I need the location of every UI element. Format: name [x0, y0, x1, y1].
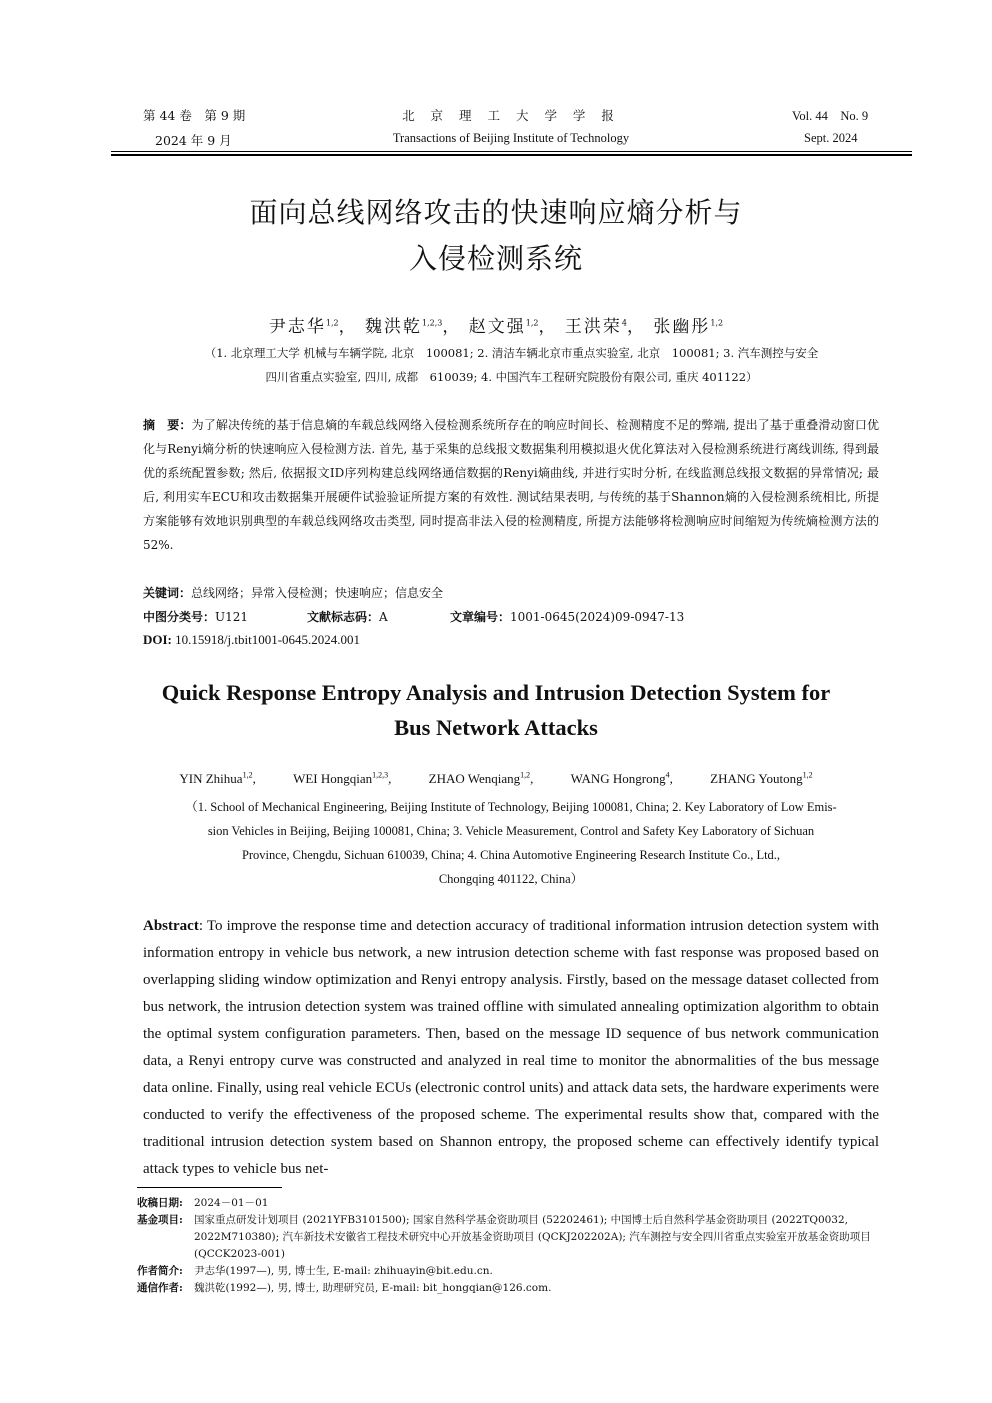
author-en: ZHANG Youtong	[710, 771, 803, 787]
footnote-rule	[137, 1187, 282, 1188]
author-zh-affil: 1,2	[710, 318, 724, 328]
title-zh-line1: 面向总线网络攻击的快速响应熵分析与	[249, 196, 743, 229]
author-zh-affil: 4	[621, 318, 627, 328]
author-zh: 王洪荣	[564, 317, 622, 337]
document-code-value: A	[379, 610, 388, 624]
doi-label: DOI:	[143, 632, 172, 647]
author-zh-affil: 1,2,3	[422, 318, 443, 328]
abstract-zh-text: 为了解决传统的基于信息熵的车载总线网络入侵检测系统所存在的响应时间长、检测精度不足的弊端, 提出了基于重叠滑动窗口优化与Renyi熵分析的快速响应入侵检测方法. 首先, 基于采集的总线报文数据集利用模拟退火优化算法对入侵检测系统进行离线训练, 得到最优的系统配置参数; 然后, 依据报文ID序列构建总线网络通信数据的Renyi熵曲线, 并进行实时分析, 在线监测总线报文数据的异常情况; 最后, 利用实车ECU和攻击数据集开展硬件试验验证所提方案的有效性. 测试结果表明, 与传统的基于Shannon熵的入侵检测系统相比, 所提方案能够有效地识别典型的车载总线网络攻击类型, 同时提高非法入侵的检测精度, 所提方法能够将检测响应时间缩短为传统熵检测方法的52%.	[143, 418, 879, 552]
footnote-text: 魏洪乾(1992—), 男, 博士, 助理研究员, E-mail: bit_hongqian@126.com.	[194, 1282, 552, 1294]
affiliations-zh-line2: 四川省重点实验室, 四川, 成都 610039; 4. 中国汽车工程研究院股份有限公司, 重庆 401122）	[265, 370, 758, 384]
author-en-affil: 1,2	[802, 771, 813, 780]
footnote-author-bio	[137, 1263, 913, 1280]
abstract-en-colon: :	[198, 918, 203, 934]
keywords-text: 总线网络；异常入侵检测；快速响应；信息安全	[191, 586, 444, 600]
author-en-affil: 1,2	[242, 771, 253, 780]
clc-value: U121	[215, 610, 249, 624]
doi-value[interactable]: 10.15918/j.tbit1001-0645.2024.001	[175, 632, 361, 647]
header-rule-thick	[111, 154, 912, 156]
keywords-label: 关键词：	[143, 586, 192, 600]
footnotes	[137, 1195, 913, 1297]
author-zh: 魏洪乾	[365, 317, 422, 337]
footnote-text: 尹志华(1997—), 男, 博士生, E-mail: zhihuayin@bit.edu.cn.	[194, 1265, 493, 1277]
author-zh: 赵文强	[468, 317, 526, 337]
document-code	[307, 608, 388, 625]
title-zh-line2: 入侵检测系统	[408, 242, 583, 275]
footnote-corresponding-author	[137, 1280, 913, 1297]
header-date-en: Sept. 2024	[804, 131, 858, 145]
affiliations-en-line2: sion Vehicles in Beijing, Beijing 100081, China; 3. Vehicle Measurement, Control and Safety Key Laboratory of Sichuan	[207, 824, 815, 838]
abstract-en-label: Abstract	[143, 918, 199, 934]
author-en: WANG Hongrong	[570, 771, 666, 787]
author-zh: 尹志华	[268, 317, 326, 337]
abstract-en	[143, 913, 879, 1183]
abstract-zh	[143, 413, 879, 557]
title-en-line2: Bus Network Attacks	[394, 715, 598, 740]
clc-label: 中图分类号：	[143, 610, 216, 624]
authors-zh: 尹志华$^{1,2}$， 魏洪乾$^{1,2,3}$， 赵文强$^{1,2}$， 王洪荣$^4$， 张幽彤$^{1,2}$	[268, 317, 724, 337]
author-en-affil: 1,2,3	[372, 771, 389, 780]
footnote-label: 作者简介:	[137, 1265, 183, 1277]
clc-number	[143, 608, 248, 625]
footnote-funding	[137, 1212, 913, 1263]
title-en-line1: Quick Response Entropy Analysis and Intrusion Detection System for	[161, 680, 831, 705]
document-code-label: 文献标志码：	[307, 610, 380, 624]
author-zh-affil: 1,2	[525, 318, 539, 328]
doi	[143, 632, 360, 648]
keywords	[143, 584, 443, 601]
author-zh-affil: 1,2	[325, 318, 339, 328]
author-en: YIN Zhihua	[179, 771, 243, 787]
author-en-affil: 1,2	[520, 771, 531, 780]
affiliations-en-line4: Chongqing 401122, China）	[438, 872, 584, 886]
footnote-text: 国家重点研发计划项目 (2021YFB3101500); 国家自然科学基金资助项目 (52202461); 中国博士后自然科学基金资助项目 (2022TQ0032, 2022M710380); 汽车新技术安徽省工程技术研究中心开放基金资助项目 (QCKJ202202A); 汽车测控与安全四川省重点实验室开放基金资助项目(QCCK2023-001)	[194, 1214, 871, 1260]
affiliations-en-line3: Province, Chengdu, Sichuan 610039, China; 4. China Automotive Engineering Research Institute Co., Ltd.,	[241, 848, 781, 862]
header-volume-issue-en: Vol. 44 No. 9	[792, 109, 869, 123]
header-volume-issue-zh: 第 44 卷 第 9 期	[143, 108, 246, 123]
header-date-zh: 2024 年 9 月	[155, 133, 232, 148]
affiliations-en-line1: （1. School of Mechanical Engineering, Beijing Institute of Technology, Beijing 100081, China; 2. Key Laboratory of Low Emis-	[185, 800, 837, 814]
article-number	[450, 608, 684, 625]
footnote-text: 2024－01－01	[194, 1197, 269, 1209]
author-en: ZHAO Wenqiang	[428, 771, 521, 787]
authors-en: YIN Zhihua$^{1,2}$, WEI Hongqian$^{1,2,3}$, ZHAO Wenqiang$^{1,2}$, WANG Hongrong$^4$, ZHANG Youtong$^{1,2}$	[179, 771, 813, 787]
footnote-label: 基金项目:	[137, 1214, 183, 1226]
footnote-label: 收稿日期:	[137, 1197, 183, 1209]
abstract-zh-label: 摘 要：	[143, 418, 192, 432]
footnote-received	[137, 1195, 913, 1212]
article-number-label: 文章编号：	[450, 610, 511, 624]
author-zh: 张幽彤	[653, 317, 711, 337]
affiliations-zh-line1: （1. 北京理工大学 机械与车辆学院, 北京 100081; 2. 清洁车辆北京市重点实验室, 北京 100081; 3. 汽车测控与安全	[204, 346, 819, 360]
abstract-en-text: To improve the response time and detection accuracy of traditional information intrusion detection system with information entropy in vehicle bus network, a new intrusion detection scheme with fast response was proposed based on overlapping sliding window optimization and Renyi entropy analysis. Firstly, based on the message dataset collected from bus network, the intrusion detection system was trained offline with simulated annealing optimization algorithm to obtain the optimal system configuration parameters. Then, based on the message ID sequence of bus network communication data, a Renyi entropy curve was constructed and analyzed in real time to monitor the abnormalities of the bus message data online. Finally, using real vehicle ECUs (electronic control units) and attack data sets, the hardware experiments were conducted to verify the effectiveness of the proposed scheme. The experimental results show that, compared with the traditional intrusion detection system based on Shannon entropy, the proposed scheme can effectively identify typical attack types to vehicle bus net-	[143, 918, 879, 1177]
header-journal-en: Transactions of Beijing Institute of Technology	[392, 131, 630, 145]
author-en: WEI Hongqian	[293, 771, 373, 787]
article-number-value: 1001-0645(2024)09-0947-13	[510, 610, 685, 624]
header-journal-zh: 北 京 理 工 大 学 学 报	[402, 108, 620, 123]
author-en-affil: 4	[665, 771, 670, 780]
header-rule-thin	[111, 151, 912, 152]
footnote-label: 通信作者:	[137, 1282, 183, 1294]
